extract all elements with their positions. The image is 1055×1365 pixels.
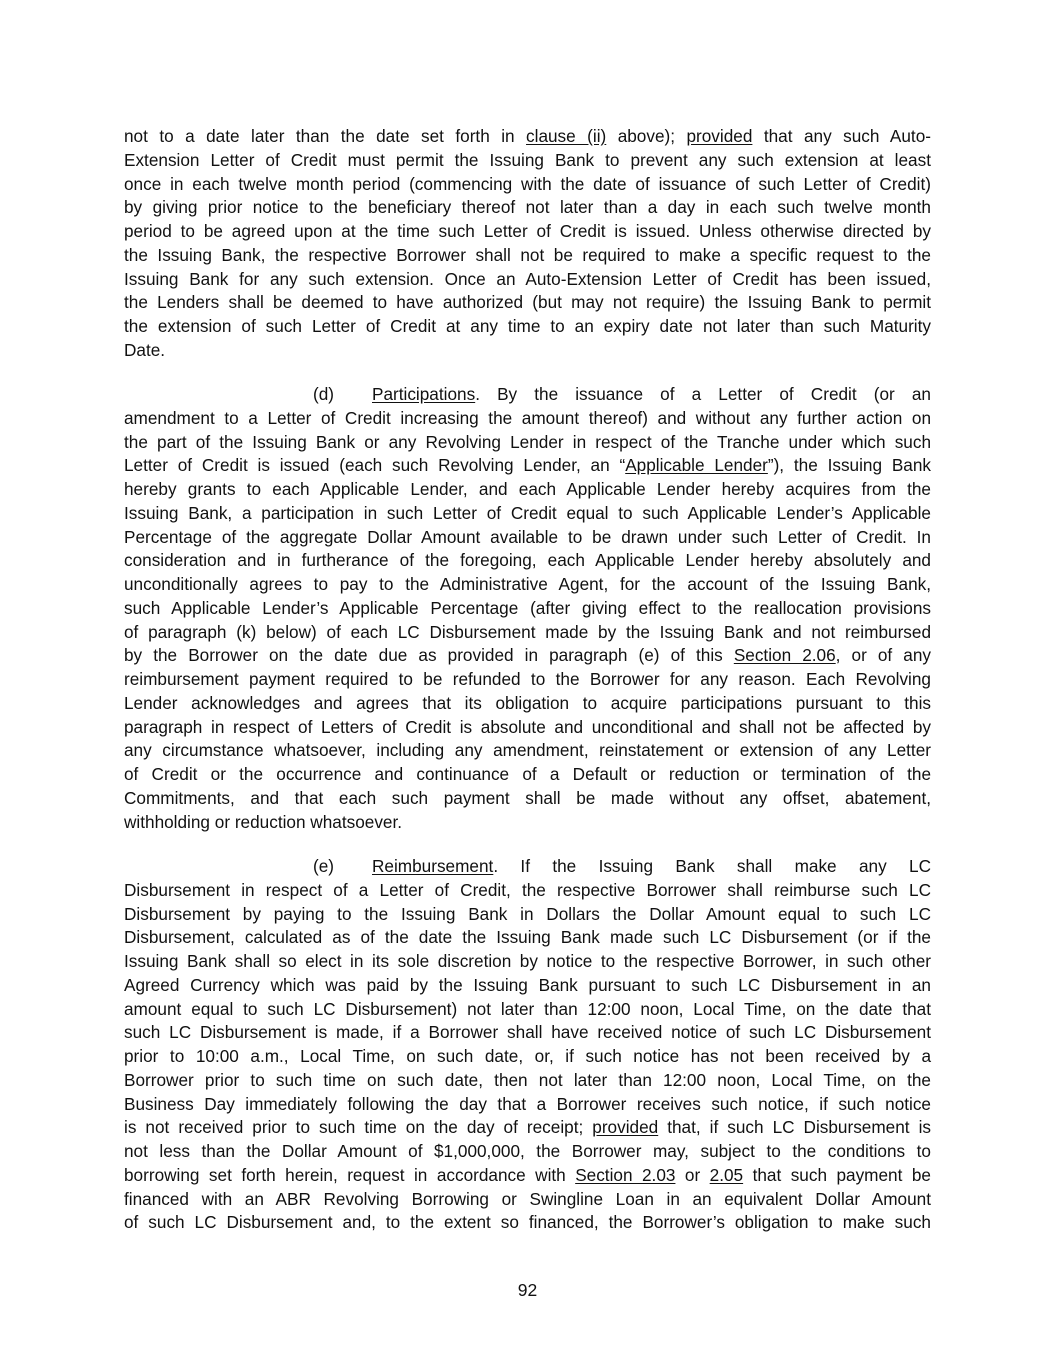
text-line (124, 549, 931, 573)
text-segment: that any such Auto- (752, 126, 931, 146)
underlined-term: Section 2.06 (733, 645, 836, 666)
text-segment: Date. (124, 339, 166, 360)
text-segment: not to a date later than the date set forth in (124, 126, 527, 146)
text-line (124, 1140, 931, 1164)
text-segment: consideration and in furtherance of the foregoing, each Applicable Lender hereby absolutely and (124, 550, 931, 571)
text-segment: Issuing Bank, a participation in such Letter of Credit equal to such Applicable Lender’s Applicable (124, 502, 931, 523)
text-segment: Commitments, and that each such payment shall be made without any offset, abatement, (124, 787, 931, 808)
text-segment: paragraph in respect of Letters of Credit is absolute and unconditional and shall not be affected by (124, 716, 931, 737)
text-segment: . By the issuance of a Letter of Credit (or an (475, 384, 931, 404)
text-segment: of Credit or the occurrence and continuance of a Default or reduction or termination of the (124, 764, 931, 784)
paragraph-continuation (124, 125, 931, 363)
text-line (124, 644, 931, 668)
text-segment: Agreed Currency which was paid by the Issuing Bank pursuant to such LC Disbursement in an (124, 974, 931, 995)
text-segment: once in each twelve month period (commencing with the date of issuance of such Letter of Credit) (124, 173, 931, 194)
underlined-term: Section 2.03 (575, 1164, 676, 1185)
text-segment: prior to 10:00 a.m., Local Time, on such date, or, if such notice has not been received by a (124, 1046, 931, 1066)
text-segment: period to be agreed upon at the time such Letter of Credit is issued. Unless otherwise directed by (124, 221, 931, 241)
text-line (124, 526, 931, 550)
text-segment: reimbursement payment required to be refunded to the Borrower for any reason. Each Revolving (124, 669, 931, 689)
text-line (124, 621, 931, 645)
text-segment: Disbursement, calculated as of the date the Issuing Bank made such LC Disbursement (or if the (124, 927, 931, 948)
text-segment: . If the Issuing Bank shall make any LC (493, 856, 931, 876)
underlined-term: 2.05 (709, 1164, 744, 1185)
text-segment: the extension of such Letter of Credit at any time to an expiry date not later than such Maturity (124, 316, 931, 336)
text-segment: of paragraph (k) below) of each LC Disbursement made by the Issuing Bank and not reimbursed (124, 621, 931, 642)
text-line (124, 1116, 931, 1140)
text-line (124, 716, 931, 740)
text-line (124, 998, 931, 1022)
text-segment: Letter of Credit is issued (each such Revolving Lender, an “ (124, 455, 626, 476)
text-segment: Issuing Bank shall so elect in its sole discretion by notice to the respective Borrower, in such other (124, 951, 931, 971)
text-line (124, 268, 931, 292)
paragraph-label: (e) (313, 856, 335, 876)
text-line (124, 1021, 931, 1045)
text-line (124, 739, 931, 763)
text-segment: such Applicable Lender’s Applicable Percentage (after giving effect to the reallocation provisions (124, 597, 931, 618)
text-segment: any circumstance whatsoever, including any amendment, reinstatement or extension of any Letter (124, 740, 931, 761)
text-segment: unconditionally agrees to pay to the Administrative Agent, for the account of the Issuing Bank, (124, 574, 931, 594)
text-segment: Extension Letter of Credit must permit the Issuing Bank to prevent any such extension at least (124, 149, 931, 170)
text-line (124, 149, 931, 173)
text-segment: withholding or reduction whatsoever. (124, 811, 403, 832)
text-segment: Percentage of the aggregate Dollar Amount available to be drawn under such Letter of Credit. In (124, 526, 931, 547)
text-line (124, 855, 931, 879)
text-line (124, 196, 931, 220)
text-segment: hereby grants to each Applicable Lender, and each Applicable Lender hereby acquires from the (124, 479, 931, 499)
text-line (124, 220, 931, 244)
underlined-term: provided (686, 126, 753, 146)
text-line (124, 173, 931, 197)
text-line (124, 502, 931, 526)
text-line (124, 1211, 931, 1235)
text-segment: Disbursement in respect of a Letter of Credit, the respective Borrower shall reimburse such LC (124, 879, 931, 900)
text-segment: is not received prior to such time on the day of receipt; (124, 1117, 593, 1138)
page-number: 92 (517, 1280, 538, 1300)
paragraph-d-participations (124, 383, 931, 834)
text-line (124, 668, 931, 692)
text-line (124, 478, 931, 502)
text-segment: of such LC Disbursement and, to the extent so financed, the Borrower’s obligation to make such (124, 1212, 931, 1233)
text-segment: above); (606, 126, 687, 146)
text-line (124, 926, 931, 950)
text-line (124, 573, 931, 597)
text-segment: Business Day immediately following the day that a Borrower receives such notice, if such notice (124, 1093, 931, 1114)
text-segment: amount equal to such LC Disbursement) not later than 12:00 noon, Local Time, on the date that (124, 998, 931, 1019)
text-segment: ”), the Issuing Bank (767, 455, 932, 476)
text-line (124, 244, 931, 268)
text-line (124, 431, 931, 455)
text-line (124, 454, 931, 478)
text-segment: that such payment be (743, 1164, 931, 1185)
text-line (124, 1045, 931, 1069)
text-segment: the Issuing Bank, the respective Borrower shall not be required to make a specific request to the (124, 244, 931, 265)
text-line (124, 1093, 931, 1117)
text-line (124, 763, 931, 787)
underlined-term: clause (ii) (526, 126, 607, 146)
text-line (124, 1188, 931, 1212)
text-segment: not less than the Dollar Amount of $1,000,000, the Borrower may, subject to the conditions to (124, 1141, 931, 1161)
underlined-term: Applicable Lender (625, 455, 768, 476)
text-line (124, 1164, 931, 1188)
paragraph-label: (d) (313, 384, 335, 404)
text-line (124, 1069, 931, 1093)
text-line (124, 339, 931, 363)
text-segment: , or of any (835, 645, 931, 666)
text-segment: by giving prior notice to the beneficiary thereof not later than a day in each such twelve month (124, 197, 931, 218)
text-segment: Disbursement by paying to the Issuing Bank in Dollars the Dollar Amount equal to such LC (124, 903, 931, 924)
text-segment: such LC Disbursement is made, if a Borrower shall have received notice of such LC Disbursement (124, 1022, 931, 1043)
text-line (124, 692, 931, 716)
text-segment: the Lenders shall be deemed to have authorized (but may not require) the Issuing Bank to permit (124, 292, 931, 313)
text-segment: amendment to a Letter of Credit increasing the amount thereof) and without any further action on (124, 407, 931, 428)
text-segment: by the Borrower on the date due as provided in paragraph (e) of this (124, 645, 734, 666)
text-line (124, 125, 931, 149)
underlined-term: Participations (372, 384, 476, 404)
text-line (124, 974, 931, 998)
underlined-term: provided (592, 1117, 659, 1138)
text-line (124, 383, 931, 407)
text-line (124, 597, 931, 621)
text-line (124, 903, 931, 927)
text-line (124, 291, 931, 315)
text-line (124, 315, 931, 339)
text-segment: borrowing set forth herein, request in accordance with (124, 1164, 576, 1185)
text-segment: that, if such LC Disbursement is (658, 1117, 931, 1138)
text-line (124, 879, 931, 903)
text-segment: or (675, 1164, 710, 1185)
underlined-term: Reimbursement (372, 856, 494, 876)
text-segment: Lender acknowledges and agrees that its obligation to acquire participations pursuant to this (124, 692, 931, 713)
text-segment: Borrower prior to such time on such date, then not later than 12:00 noon, Local Time, on the (124, 1069, 931, 1090)
text-line (124, 811, 931, 835)
text-line (124, 787, 931, 811)
text-line (124, 950, 931, 974)
text-line (124, 407, 931, 431)
text-segment: the part of the Issuing Bank or any Revolving Lender in respect of the Tranche under which such (124, 431, 931, 452)
text-segment: Issuing Bank for any such extension. Once an Auto-Extension Letter of Credit has been issued, (124, 268, 931, 289)
text-segment: financed with an ABR Revolving Borrowing or Swingline Loan in an equivalent Dollar Amount (124, 1188, 931, 1209)
paragraph-e-reimbursement (124, 855, 931, 1235)
